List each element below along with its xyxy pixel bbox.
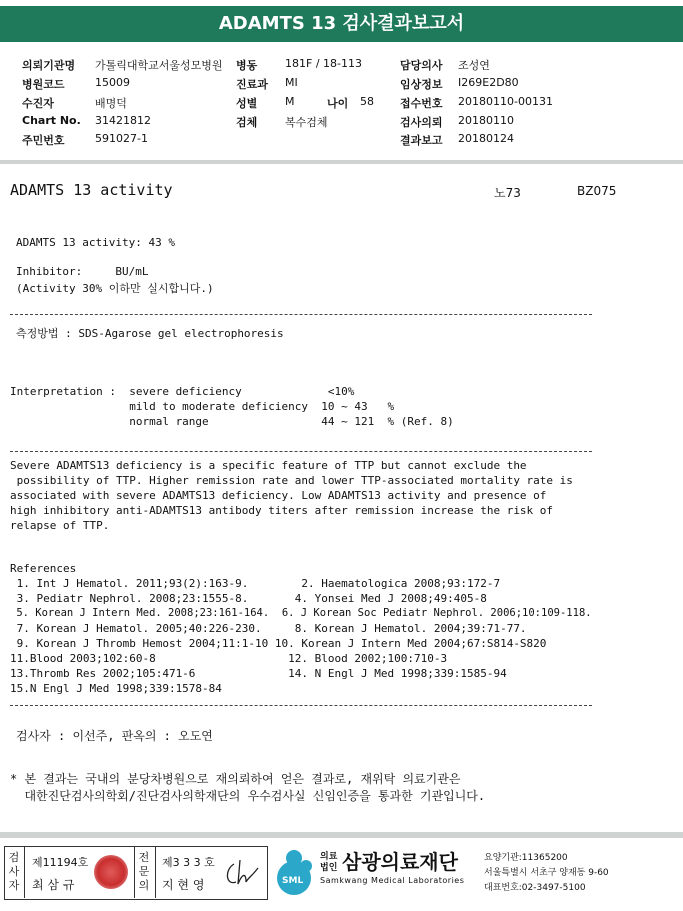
info-label: 성별 bbox=[236, 97, 258, 110]
section-divider bbox=[0, 160, 683, 164]
org-address: 서울특별시 서초구 양재동 9-60 bbox=[484, 868, 609, 878]
inhibitor-result: Inhibitor: BU/mL bbox=[16, 265, 149, 278]
org-english-name: Samkwang Medical Laboratories bbox=[320, 876, 465, 885]
patient-info-panel bbox=[0, 52, 683, 156]
footer bbox=[0, 840, 683, 911]
signer-role-char: 사 bbox=[8, 865, 20, 878]
reference-line: 1. Int J Hematol. 2011;93(2):163-9. 2. Haematologica 2008;93:172-7 bbox=[10, 577, 501, 590]
comment-line: associated with severe ADAMTS13 deficiency. Low ADAMTS13 activity and presence of bbox=[10, 489, 547, 502]
dashed-divider bbox=[10, 705, 592, 706]
org-prefix: 의료 bbox=[320, 852, 338, 862]
info-label: 담당의사 bbox=[400, 59, 443, 72]
signer-role-char: 의 bbox=[138, 879, 150, 892]
signer-role-char: 자 bbox=[8, 879, 20, 892]
org-phone: 대표번호:02-3497-5100 bbox=[484, 883, 586, 893]
org-name: 삼광의료재단 bbox=[342, 850, 458, 874]
signer-role-char: 문 bbox=[138, 865, 150, 878]
signer-role-char: 전 bbox=[138, 851, 150, 864]
reference-line: 3. Pediatr Nephrol. 2008;23:1555-8. 4. Yonsei Med J 2008;49:405-8 bbox=[10, 592, 487, 605]
signature-icon bbox=[222, 856, 262, 890]
comment-line: relapse of TTP. bbox=[10, 519, 110, 532]
method-text: 측정방법 : SDS-Agarose gel electrophoresis bbox=[16, 327, 284, 340]
comment-line: possibility of TTP. Higher remission rate and lower TTP-associated mortality rate is bbox=[10, 474, 573, 487]
info-value: 58 bbox=[360, 95, 374, 108]
seal-stamp-icon bbox=[94, 855, 128, 889]
dashed-divider bbox=[10, 451, 592, 452]
reference-line: 9. Korean J Thromb Hemost 2004;11:1-10 10. Korean J Intern Med 2004;67:S814-S820 bbox=[10, 637, 547, 650]
notice-line: * 본 결과는 국내의 분당차병원으로 재의뢰하여 얻은 결과로, 재위탁 의료기관은 bbox=[10, 772, 461, 786]
info-value: 181F / 18-113 bbox=[285, 57, 362, 70]
notice-line: 대한진단검사의학회/진단검사의학재단의 우수검사실 신임인증을 통과한 기관입니다. bbox=[10, 789, 486, 803]
reference-line: 15.N Engl J Med 1998;339:1578-84 bbox=[10, 682, 222, 695]
info-label: 진료과 bbox=[236, 78, 268, 91]
info-label: 접수번호 bbox=[400, 97, 443, 110]
interpretation-line: mild to moderate deficiency 10 ~ 43 % bbox=[10, 400, 395, 413]
info-label: 검사의뢰 bbox=[400, 116, 443, 129]
signer-name: 최 삼 규 bbox=[32, 878, 75, 892]
examiner-text: 검사자 : 이선주, 판옥의 : 오도연 bbox=[16, 729, 213, 743]
reference-line: 5. Korean J Intern Med. 2008;23:161-164. 6. J Korean Soc Pediatr Nephrol. 2006;10:109-118. bbox=[10, 607, 592, 619]
comment-line: high inhibitory anti-ADAMTS13 antibody titers after remission increase the risk of bbox=[10, 504, 554, 517]
license-number: 제3 3 3 호 bbox=[162, 856, 215, 869]
info-value: 591027-1 bbox=[95, 132, 148, 145]
info-value: 20180124 bbox=[458, 132, 514, 145]
info-value: 15009 bbox=[95, 76, 130, 89]
info-label: 주민번호 bbox=[22, 134, 65, 147]
report-title-banner: ADAMTS 13 검사결과보고서 bbox=[0, 6, 683, 42]
signer-role-char: 검 bbox=[8, 851, 20, 864]
info-label: 병원코드 bbox=[22, 78, 65, 91]
info-value: 20180110-00131 bbox=[458, 95, 553, 108]
comment-line: Severe ADAMTS13 deficiency is a specific feature of TTP but cannot exclude the bbox=[10, 459, 527, 472]
interpretation-line: normal range 44 ~ 121 % (Ref. 8) bbox=[10, 415, 454, 428]
reference-line: 13.Thromb Res 2002;105:471-6 14. N Engl J Med 1998;339:1585-94 bbox=[10, 667, 507, 680]
info-value: 복수검체 bbox=[285, 116, 328, 129]
sml-logo-icon bbox=[272, 848, 316, 898]
reference-line: 11.Blood 2003;102:60-8 12. Blood 2002;100:710-3 bbox=[10, 652, 448, 665]
interpretation-line: Interpretation : severe deficiency <10% bbox=[10, 385, 355, 398]
info-label: 검체 bbox=[236, 116, 258, 129]
logo-text: SML bbox=[282, 876, 304, 886]
test-title: ADAMTS 13 activity bbox=[10, 181, 173, 199]
activity-result: ADAMTS 13 activity: 43 % bbox=[16, 236, 175, 249]
info-value: M bbox=[285, 95, 295, 108]
reference-line: 7. Korean J Hematol. 2005;40:226-230. 8. Korean J Hematol. 2004;39:71-77. bbox=[10, 622, 527, 635]
info-value: I269E2D80 bbox=[458, 76, 519, 89]
signer-name: 지 현 영 bbox=[162, 878, 205, 892]
info-label: 의뢰기관명 bbox=[22, 59, 76, 72]
dashed-divider bbox=[10, 314, 592, 315]
info-label: 나이 bbox=[327, 97, 349, 110]
info-label: 임상정보 bbox=[400, 78, 443, 91]
inhibitor-note: (Activity 30% 이하만 실시합니다.) bbox=[16, 282, 214, 295]
license-number: 제11194호 bbox=[32, 856, 89, 869]
org-code: 요양기관:11365200 bbox=[484, 853, 568, 863]
info-value: 조성연 bbox=[458, 59, 490, 72]
info-value: 배명덕 bbox=[95, 97, 127, 110]
info-value: 20180110 bbox=[458, 114, 514, 127]
info-label: 병동 bbox=[236, 59, 258, 72]
references-title: References bbox=[10, 562, 77, 575]
footer-divider bbox=[0, 832, 683, 838]
info-value: 가톨릭대학교서울성모병원 bbox=[95, 59, 223, 72]
info-value: MI bbox=[285, 76, 298, 89]
info-value: 31421812 bbox=[95, 114, 151, 127]
report-code: BZ075 bbox=[577, 184, 617, 198]
info-label: Chart No. bbox=[22, 114, 81, 127]
report-code: 노73 bbox=[494, 186, 521, 200]
info-label: 수진자 bbox=[22, 97, 54, 110]
info-label: 결과보고 bbox=[400, 134, 443, 147]
org-prefix: 법인 bbox=[320, 863, 338, 873]
